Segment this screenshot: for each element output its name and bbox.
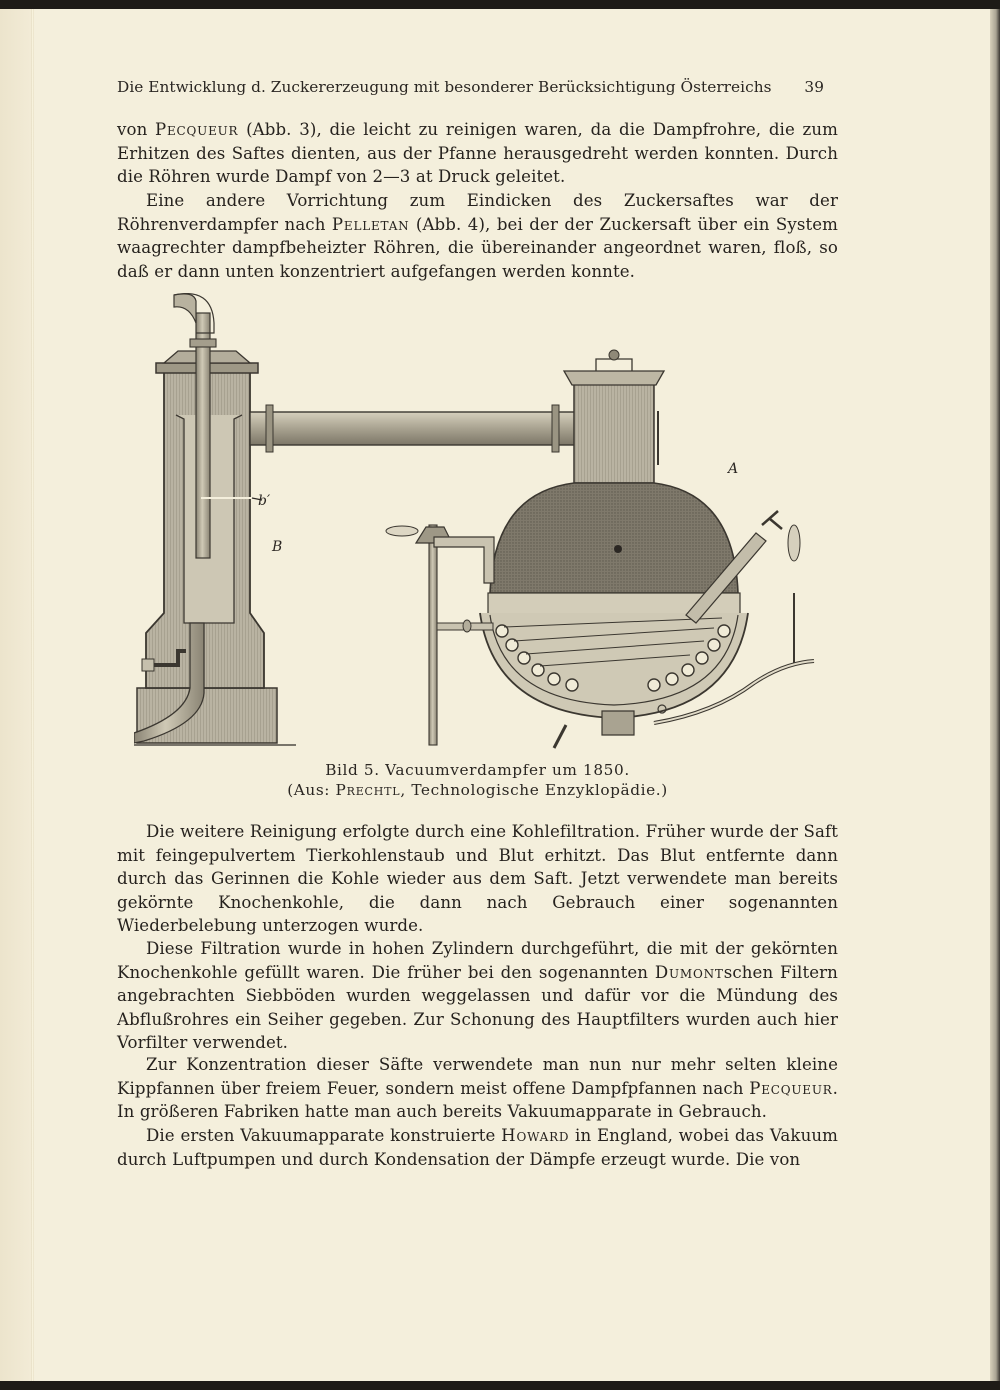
paragraph	[117, 820, 838, 938]
evaporator-vessel	[480, 350, 814, 748]
text-run: Eine andere Vorrichtung zum Eindicken des Zuckersaftes war der Röhrenverdampfer nach	[117, 191, 838, 234]
caption-line-2	[117, 780, 838, 800]
page-number: 39	[804, 78, 824, 96]
text-run: Die ersten Vakuumapparate konstruierte	[146, 1126, 502, 1145]
running-title: Die Entwicklung d. Zuckererzeugung mit besonderer Berücksichtigung Österreichs	[117, 78, 772, 96]
page-edge	[990, 9, 1000, 1381]
caption-prefix: (Aus:	[287, 781, 336, 799]
author-name: Pecqueur	[155, 120, 239, 139]
text-run: . In größeren Fabriken hatte man auch bereits Vakuumapparate in Gebrauch.	[117, 1078, 838, 1122]
text-run: schen Filtern angebrachten Siebböden wurden weggelassen und dafür vor die Mündung des Abflußrohres ein Seiher gegeben. Zur Schonung des Hauptfilters wurden auch hier Vorfilter verwendet.	[117, 962, 838, 1053]
caption-line-1: Bild 5. Vacuumverdampfer um 1850.	[325, 761, 630, 779]
text-run: (Abb. 4), bei der der Zuckersaft über ein System waagrechter dampfbeheizter Röhren, die übereinander angeordnet waren, floß, so daß er dann unten konzentriert aufgefangen werden konnte.	[117, 214, 838, 281]
text-run: in England, wobei das Vakuum durch Luftpumpen und durch Kondensation der Dämpfe erzeugt wurde. Die von	[117, 1126, 838, 1169]
author-name: Pelletan	[331, 214, 410, 234]
caption-author: Prechtl	[335, 781, 401, 799]
condenser-column	[134, 294, 277, 743]
paragraph	[117, 1124, 838, 1171]
label-a: A	[728, 461, 739, 477]
author-name: Howard	[501, 1126, 570, 1145]
paragraph	[117, 1053, 838, 1124]
paragraph	[117, 937, 838, 1055]
label-b-prime: b′	[258, 493, 271, 509]
running-header	[117, 78, 824, 96]
figure-caption	[117, 760, 838, 800]
author-name: Dumont	[654, 962, 724, 982]
label-b: B	[272, 539, 283, 555]
text-run: Zur Konzentration dieser Säfte verwendete man nun nur mehr selten kleine Kippfannen über freiem Feuer, sondern meist offene Dampfpfannen nach	[117, 1055, 838, 1098]
page-gutter-shade	[0, 9, 31, 1381]
paragraph	[117, 118, 838, 189]
text-run: (Abb. 3), die leicht zu reinigen waren, da die Dampfrohre, die zum Erhitzen des Saftes dienten, aus der Pfanne herausgedreht werden konnten. Durch die Röhren wurde Dampf von 2—3 at Druck geleitet.	[117, 120, 838, 187]
engraving-illustration	[134, 293, 834, 753]
valve-stand	[386, 525, 494, 745]
page-gutter-fold	[31, 9, 34, 1381]
caption-source: , Technologische Enzyklopädie.)	[400, 781, 668, 799]
figure-vacuum-evaporator	[134, 293, 834, 753]
author-name: Pecqueur	[749, 1078, 833, 1098]
text-run: von	[117, 120, 156, 139]
vapor-pipe	[250, 405, 580, 452]
text-run: Diese Filtration wurde in hohen Zylindern durchgeführt, die mit der gekörnten Knochenkohle gefüllt waren. Die früher bei den sogenannten	[117, 939, 838, 982]
paragraph	[117, 189, 838, 283]
text-run: Die weitere Reinigung erfolgte durch eine Kohlefiltration. Früher wurde der Saft mit feingepulvertem Tierkohlenstaub und Blut erhitzt. Das Blut entfernte dann durch das Gerinnen die Kohle wieder aus dem Saft. Jetzt verwendete man bereits gekörnte Knochenkohle, die dann nach Gebrauch einer sogenannten Wiederbelebung unterzogen wurde.	[117, 822, 838, 936]
